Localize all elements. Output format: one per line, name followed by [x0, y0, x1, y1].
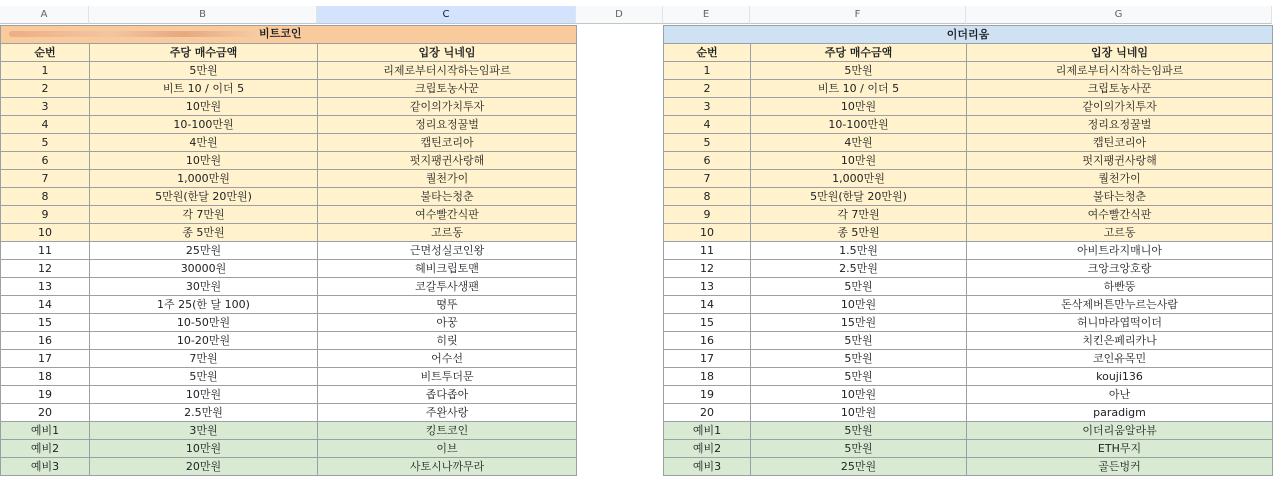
cell-nick[interactable]: 돈삭제버튼만누르는사람 [967, 296, 1273, 314]
cell-amount[interactable]: 종 5만원 [751, 224, 967, 242]
table-row [664, 242, 1273, 260]
cell-nick[interactable]: 크앙크앙호랑 [967, 260, 1273, 278]
header-amount[interactable]: 주당 매수금액 [751, 44, 967, 62]
ethereum-header-row [664, 44, 1273, 62]
cell-nick[interactable]: 좁다좁아 [318, 386, 577, 404]
cell-nick[interactable]: 아비트라지매니아 [967, 242, 1273, 260]
cell-nick[interactable]: 리제로부터시작하는임파르 [967, 62, 1273, 80]
column-header-e[interactable]: E [663, 6, 750, 24]
cell-num[interactable]: 20 [1, 404, 90, 422]
table-row [1, 278, 577, 296]
cell-num[interactable]: 19 [1, 386, 90, 404]
cell-num[interactable]: 8 [664, 188, 751, 206]
header-num[interactable]: 순번 [664, 44, 751, 62]
table-row [664, 134, 1273, 152]
cell-nick[interactable]: 캡틴코리아 [318, 134, 577, 152]
table-row [664, 332, 1273, 350]
cell-amount[interactable]: 30000원 [90, 260, 318, 278]
cell-nick[interactable]: ETH무지 [967, 440, 1273, 458]
cell-nick[interactable]: 정리요정꿀벌 [318, 116, 577, 134]
cell-amount[interactable]: 4만원 [90, 134, 318, 152]
table-row [1, 440, 577, 458]
cell-nick[interactable]: 캡틴코리아 [967, 134, 1273, 152]
cell-num[interactable]: 예비3 [664, 458, 751, 476]
cell-num[interactable]: 2 [664, 80, 751, 98]
table-row [1, 350, 577, 368]
cell-num[interactable]: 4 [1, 116, 90, 134]
cell-amount[interactable]: 20만원 [90, 458, 318, 476]
table-row [664, 224, 1273, 242]
table-row [664, 278, 1273, 296]
table-row [1, 422, 577, 440]
cell-nick[interactable]: 비트투더문 [318, 368, 577, 386]
table-row [664, 422, 1273, 440]
cell-num[interactable]: 11 [664, 242, 751, 260]
table-row [664, 98, 1273, 116]
cell-amount[interactable]: 10-100만원 [90, 116, 318, 134]
cell-amount[interactable]: 25만원 [90, 242, 318, 260]
cell-num[interactable]: 10 [664, 224, 751, 242]
column-header-d[interactable]: D [576, 6, 663, 24]
redacted-text [9, 31, 259, 37]
cell-amount[interactable]: 10만원 [751, 152, 967, 170]
table-row [664, 206, 1273, 224]
cell-nick[interactable]: 고르동 [967, 224, 1273, 242]
cell-nick[interactable]: 골든벙커 [967, 458, 1273, 476]
table-row [664, 458, 1273, 476]
cell-nick[interactable]: 이브 [318, 440, 577, 458]
cell-num[interactable]: 8 [1, 188, 90, 206]
cell-nick[interactable]: 퀄천가이 [318, 170, 577, 188]
cell-amount[interactable]: 10만원 [751, 386, 967, 404]
cell-num[interactable]: 9 [664, 206, 751, 224]
cell-amount[interactable]: 1,000만원 [751, 170, 967, 188]
table-row [664, 404, 1273, 422]
cell-nick[interactable]: 크립토농사꾼 [318, 80, 577, 98]
cell-amount[interactable]: 5만원 [90, 62, 318, 80]
table-row [1, 116, 577, 134]
cell-nick[interactable]: 코갈투사생팬 [318, 278, 577, 296]
cell-num[interactable]: 13 [664, 278, 751, 296]
cell-amount[interactable]: 5만원 [751, 332, 967, 350]
cell-amount[interactable]: 10만원 [90, 440, 318, 458]
cell-num[interactable]: 16 [1, 332, 90, 350]
header-nick[interactable]: 입장 닉네임 [967, 44, 1273, 62]
table-row [1, 224, 577, 242]
cell-amount[interactable]: 10만원 [90, 98, 318, 116]
cell-num[interactable]: 5 [1, 134, 90, 152]
table-row [664, 188, 1273, 206]
cell-amount[interactable]: 10만원 [751, 296, 967, 314]
cell-nick[interactable]: 하빤뚱 [967, 278, 1273, 296]
cell-nick[interactable]: 근면성실코인왕 [318, 242, 577, 260]
cell-nick[interactable]: 같이의가치투자 [967, 98, 1273, 116]
cell-amount[interactable]: 각 7만원 [751, 206, 967, 224]
cell-nick[interactable]: 사토시나까무라 [318, 458, 577, 476]
cell-amount[interactable]: 5만원 [751, 62, 967, 80]
cell-amount[interactable]: 5만원(한달 20만원) [751, 188, 967, 206]
table-row [1, 458, 577, 476]
cell-amount[interactable]: 5만원 [751, 350, 967, 368]
column-header-b[interactable]: B [89, 6, 317, 24]
column-header-c[interactable]: C [317, 6, 576, 24]
bitcoin-header-row [1, 44, 577, 62]
cell-num[interactable]: 2 [1, 80, 90, 98]
table-row [1, 332, 577, 350]
cell-num[interactable]: 9 [1, 206, 90, 224]
cell-amount[interactable]: 5만원 [751, 368, 967, 386]
cell-amount[interactable]: 10-20만원 [90, 332, 318, 350]
cell-amount[interactable]: 1.5만원 [751, 242, 967, 260]
column-header-g[interactable]: G [966, 6, 1272, 24]
cell-nick[interactable]: paradigm [967, 404, 1273, 422]
cell-amount[interactable]: 비트 10 / 이더 5 [90, 80, 318, 98]
cell-nick[interactable]: 고르동 [318, 224, 577, 242]
cell-nick[interactable]: 이더리움알라뷰 [967, 422, 1273, 440]
cell-num[interactable]: 15 [1, 314, 90, 332]
cell-nick[interactable]: 불타는청춘 [967, 188, 1273, 206]
table-row [664, 152, 1273, 170]
cell-num[interactable]: 6 [1, 152, 90, 170]
table-row [1, 242, 577, 260]
cell-nick[interactable]: 펏지팽귄사랑해 [967, 152, 1273, 170]
cell-nick[interactable]: 불타는청춘 [318, 188, 577, 206]
cell-num[interactable]: 14 [1, 296, 90, 314]
cell-amount[interactable]: 1,000만원 [90, 170, 318, 188]
cell-amount[interactable]: 2.5만원 [751, 260, 967, 278]
table-row [664, 296, 1273, 314]
cell-num[interactable]: 17 [664, 350, 751, 368]
cell-amount[interactable]: 10-50만원 [90, 314, 318, 332]
cell-num[interactable]: 18 [1, 368, 90, 386]
cell-nick[interactable]: 리제로부터시작하는임파르 [318, 62, 577, 80]
cell-amount[interactable]: 비트 10 / 이더 5 [751, 80, 967, 98]
cell-nick[interactable]: 헤비크립토맨 [318, 260, 577, 278]
cell-amount[interactable]: 10만원 [90, 386, 318, 404]
cell-amount[interactable]: 종 5만원 [90, 224, 318, 242]
column-header-f[interactable]: F [750, 6, 966, 24]
bitcoin-table [0, 25, 577, 476]
cell-amount[interactable]: 15만원 [751, 314, 967, 332]
cell-num[interactable]: 7 [664, 170, 751, 188]
cell-nick[interactable]: 정리요정꿀벌 [967, 116, 1273, 134]
cell-num[interactable]: 15 [664, 314, 751, 332]
table-row [664, 350, 1273, 368]
cell-nick[interactable]: kouji136 [967, 368, 1273, 386]
cell-nick[interactable]: 뗭뚜 [318, 296, 577, 314]
cell-nick[interactable]: 같이의가치투자 [318, 98, 577, 116]
cell-num[interactable]: 예비1 [1, 422, 90, 440]
cell-nick[interactable]: 히릿 [318, 332, 577, 350]
table-row [1, 170, 577, 188]
cell-num[interactable]: 7 [1, 170, 90, 188]
cell-nick[interactable]: 어수선 [318, 350, 577, 368]
table-row [1, 80, 577, 98]
cell-amount[interactable]: 25만원 [751, 458, 967, 476]
table-row [664, 116, 1273, 134]
table-row [1, 188, 577, 206]
column-header-bar [0, 0, 1280, 25]
cell-num[interactable]: 17 [1, 350, 90, 368]
cell-num[interactable]: 1 [664, 62, 751, 80]
cell-amount[interactable]: 각 7만원 [90, 206, 318, 224]
cell-num[interactable]: 14 [664, 296, 751, 314]
cell-num[interactable]: 18 [664, 368, 751, 386]
cell-nick[interactable]: 아꿍 [318, 314, 577, 332]
cell-num[interactable]: 3 [664, 98, 751, 116]
table-row [664, 314, 1273, 332]
cell-num[interactable]: 13 [1, 278, 90, 296]
table-row [664, 80, 1273, 98]
cell-amount[interactable]: 4만원 [751, 134, 967, 152]
cell-num[interactable]: 5 [664, 134, 751, 152]
cell-num[interactable]: 12 [1, 260, 90, 278]
cell-nick[interactable]: 펏지팽귄사랑해 [318, 152, 577, 170]
table-row [664, 386, 1273, 404]
ethereum-table [663, 25, 1273, 476]
table-row [1, 260, 577, 278]
cell-amount[interactable]: 5만원 [751, 440, 967, 458]
cell-amount[interactable]: 5만원(한달 20만원) [90, 188, 318, 206]
table-row [1, 134, 577, 152]
header-nick[interactable]: 입장 닉네임 [318, 44, 577, 62]
table-row [1, 386, 577, 404]
cell-num[interactable]: 예비2 [664, 440, 751, 458]
cell-num[interactable]: 11 [1, 242, 90, 260]
cell-amount[interactable]: 7만원 [90, 350, 318, 368]
table-row [1, 404, 577, 422]
cell-amount[interactable]: 10만원 [751, 98, 967, 116]
table-row [1, 368, 577, 386]
cell-amount[interactable]: 5만원 [90, 368, 318, 386]
cell-nick[interactable]: 크립토농사꾼 [967, 80, 1273, 98]
cell-amount[interactable]: 10-100만원 [751, 116, 967, 134]
table-row [664, 62, 1273, 80]
cell-num[interactable]: 16 [664, 332, 751, 350]
cell-nick[interactable]: 여수빨간식판 [967, 206, 1273, 224]
cell-nick[interactable]: 퀄천가이 [967, 170, 1273, 188]
table-row [664, 260, 1273, 278]
cell-nick[interactable]: 코인유목민 [967, 350, 1273, 368]
cell-nick[interactable]: 킹트코인 [318, 422, 577, 440]
header-amount[interactable]: 주당 매수금액 [90, 44, 318, 62]
cell-num[interactable]: 예비2 [1, 440, 90, 458]
cell-nick[interactable]: 허니마라엽떡이더 [967, 314, 1273, 332]
cell-num[interactable]: 3 [1, 98, 90, 116]
cell-num[interactable]: 1 [1, 62, 90, 80]
cell-amount[interactable]: 5만원 [751, 422, 967, 440]
cell-num[interactable]: 6 [664, 152, 751, 170]
cell-amount[interactable]: 3만원 [90, 422, 318, 440]
cell-nick[interactable]: 아난 [967, 386, 1273, 404]
table-row [1, 62, 577, 80]
cell-amount[interactable]: 2.5만원 [90, 404, 318, 422]
cell-num[interactable]: 예비3 [1, 458, 90, 476]
ethereum-title[interactable]: 이더리움 [664, 26, 1273, 44]
bitcoin-title: 비트코인 [259, 27, 302, 40]
table-row [664, 170, 1273, 188]
cell-num[interactable]: 19 [664, 386, 751, 404]
table-row [1, 152, 577, 170]
table-row [664, 440, 1273, 458]
table-row [1, 206, 577, 224]
cell-amount[interactable]: 30만원 [90, 278, 318, 296]
table-row [1, 98, 577, 116]
table-row [1, 314, 577, 332]
header-num[interactable]: 순번 [1, 44, 90, 62]
cell-amount[interactable]: 1주 25(한 달 100) [90, 296, 318, 314]
cell-nick[interactable]: 주완사랑 [318, 404, 577, 422]
column-header-a[interactable]: A [0, 6, 89, 24]
table-row [664, 368, 1273, 386]
table-row [1, 296, 577, 314]
bitcoin-title-cell[interactable] [1, 26, 577, 44]
cell-amount[interactable]: 10만원 [751, 404, 967, 422]
cell-num[interactable]: 10 [1, 224, 90, 242]
cell-num[interactable]: 4 [664, 116, 751, 134]
cell-amount[interactable]: 10만원 [90, 152, 318, 170]
cell-amount[interactable]: 5만원 [751, 278, 967, 296]
cell-nick[interactable]: 치킨은페리카나 [967, 332, 1273, 350]
cell-nick[interactable]: 여수빨간식판 [318, 206, 577, 224]
cell-num[interactable]: 예비1 [664, 422, 751, 440]
cell-num[interactable]: 20 [664, 404, 751, 422]
cell-num[interactable]: 12 [664, 260, 751, 278]
